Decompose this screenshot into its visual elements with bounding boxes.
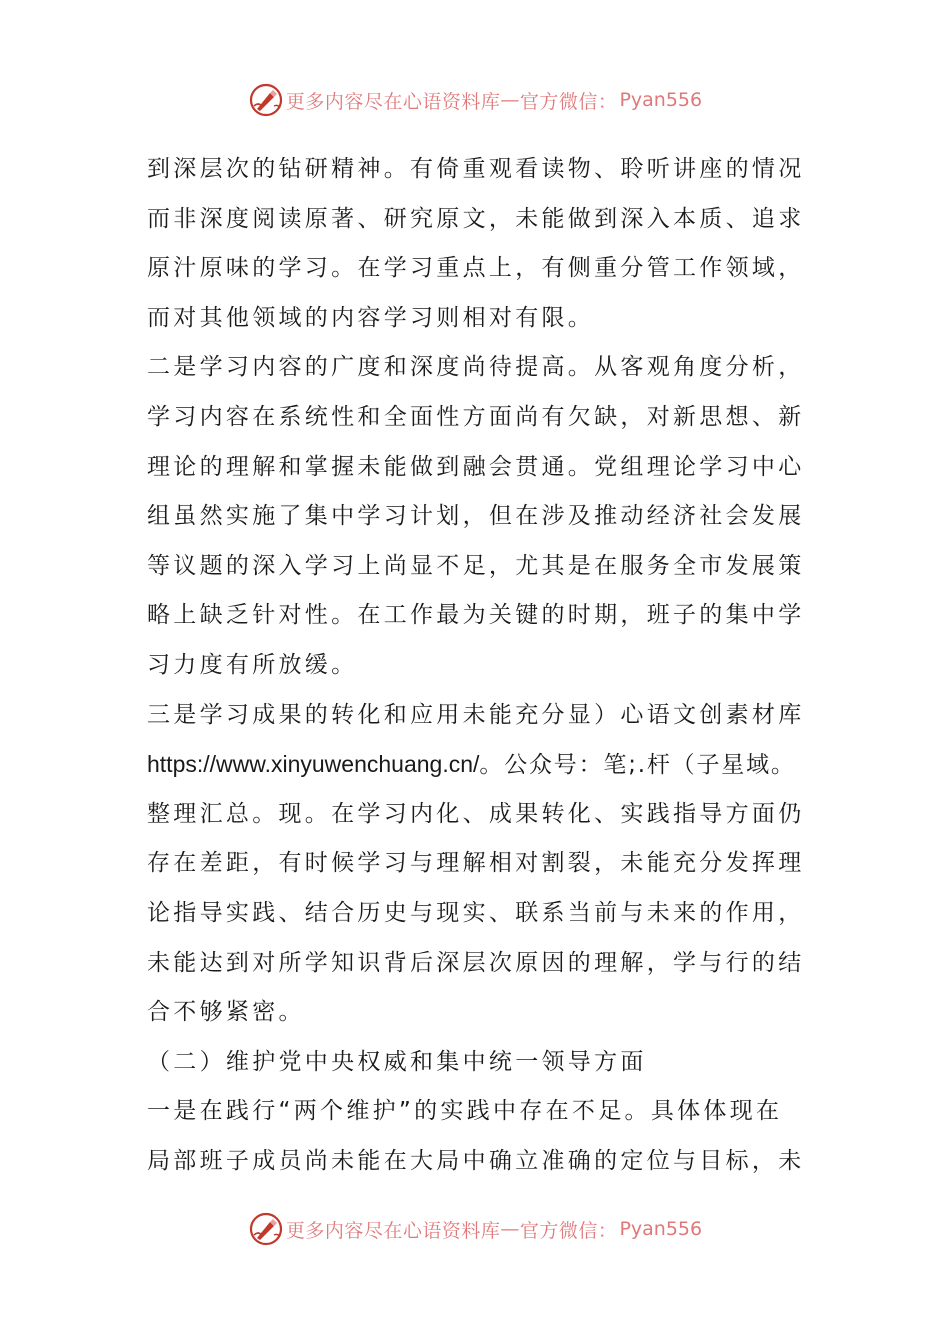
footer-banner — [0, 1209, 950, 1249]
body-line: 局部班子成员尚未能在大局中确立准确的定位与目标，未 — [147, 1147, 805, 1174]
banner-wechat-label: 官方微信： — [519, 1219, 618, 1242]
banner-dash: — — [500, 89, 520, 111]
banner-wechat-label: 官方微信： — [519, 90, 618, 113]
body-line: 三是学习成果的转化和应用未能充分显）心语文创素材库 — [147, 701, 805, 728]
body-line: 一是在践行“两个维护”的实践中存在不足。具体体现在 — [147, 1098, 783, 1125]
url-line-rest: 。公众号：笔;.杆（子星域。 — [479, 752, 796, 779]
banner-site-text: 更多内容尽在心语资料库 — [285, 90, 501, 113]
banner-dash: — — [500, 1218, 520, 1240]
body-line: 而非深度阅读原著、研究原文，未能做到深入本质、追求 — [147, 205, 805, 232]
url-line — [147, 740, 817, 790]
body-line: 习力度有所放缓。 — [147, 651, 358, 678]
pen-logo-icon — [248, 82, 284, 118]
body-line: 而对其他领域的内容学习则相对有限。 — [147, 304, 595, 331]
body-line: 理论的理解和掌握未能做到融会贯通。党组理论学习中心 — [147, 453, 805, 480]
banner-wechat-id: Pyan556 — [619, 1218, 703, 1240]
document-body — [147, 145, 817, 1186]
body-line: 学习内容在系统性和全面性方面尚有欠缺，对新思想、新 — [147, 403, 805, 430]
banner-site-text: 更多内容尽在心语资料库 — [285, 1219, 501, 1242]
body-line: 存在差距，有时候学习与理解相对割裂，未能充分发挥理 — [147, 850, 805, 877]
body-line: 到深层次的钻研精神。有倚重观看读物、聆听讲座的情况 — [147, 156, 805, 182]
header-banner — [0, 80, 950, 120]
body-line: 未能达到对所学知识背后深层次原因的理解，学与行的结 — [147, 949, 805, 976]
body-line: 整理汇总。现。在学习内化、成果转化、实践指导方面仍 — [147, 800, 805, 827]
body-line: 原汁原味的学习。在学习重点上，有侧重分管工作领域， — [147, 255, 805, 282]
section-heading: （二）维护党中央权威和集中统一领导方面 — [147, 1048, 647, 1075]
body-line: 组虽然实施了集中学习计划，但在涉及推动经济社会发展 — [147, 503, 805, 530]
body-line: 二是学习内容的广度和深度尚待提高。从客观角度分析， — [147, 354, 805, 381]
pen-logo-icon — [248, 1211, 284, 1247]
body-line: 略上缺乏针对性。在工作最为关键的时期，班子的集中学 — [147, 602, 805, 629]
body-line: 合不够紧密。 — [147, 999, 305, 1026]
body-line: 等议题的深入学习上尚显不足，尤其是在服务全市发展策 — [147, 552, 805, 579]
website-url-link[interactable]: https://www.xinyuwenchuang.cn/ — [147, 751, 480, 778]
banner-wechat-id: Pyan556 — [619, 89, 703, 111]
body-line: 论指导实践、结合历史与现实、联系当前与未来的作用， — [147, 899, 805, 926]
